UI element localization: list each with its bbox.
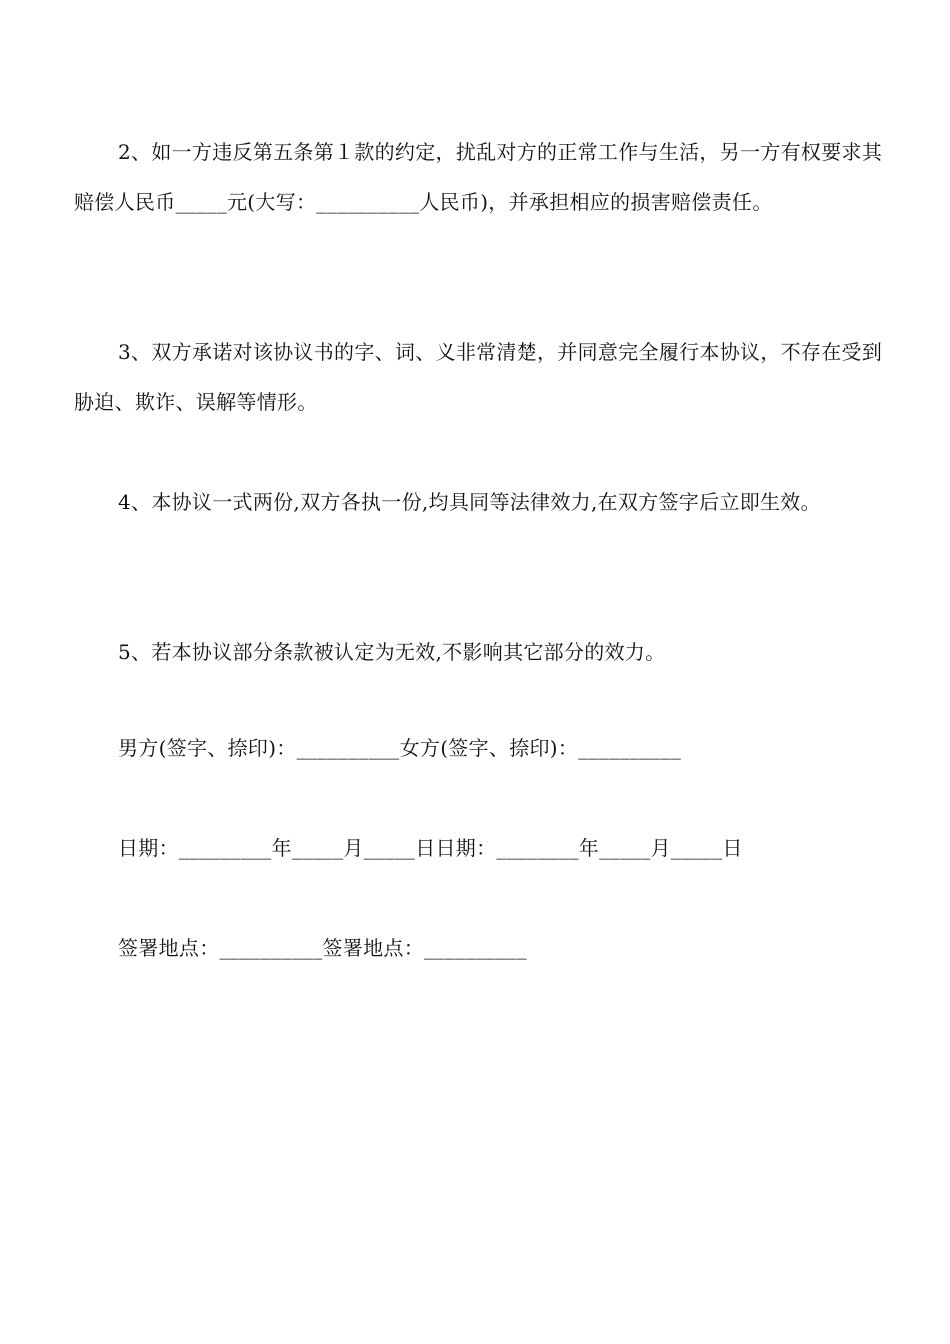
clause-2: 2、如一方违反第五条第１款的约定，扰乱对方的正常工作与生活，另一方有权要求其赔偿人民币_____元(大写：__________人民币)，并承担相应的损害赔偿责任。 [74,140,883,214]
clause-3: 3、双方承诺对该协议书的字、词、义非常清楚，并同意完全履行本协议，不存在受到胁迫、欺诈、误解等情形。 [74,340,883,414]
signing-date-line: 日期：_________年_____月_____日日期：________年_____月_____日 [118,836,743,860]
clause-4: 4、本协议一式两份,双方各执一份,均具同等法律效力,在双方签字后立即生效。 [118,490,821,514]
party-signature-line: 男方(签字、捺印)：__________女方(签字、捺印)：__________ [118,736,682,760]
clause-5: 5、若本协议部分条款被认定为无效,不影响其它部分的效力。 [118,640,666,664]
signing-place-line: 签署地点：__________签署地点：__________ [118,936,527,960]
